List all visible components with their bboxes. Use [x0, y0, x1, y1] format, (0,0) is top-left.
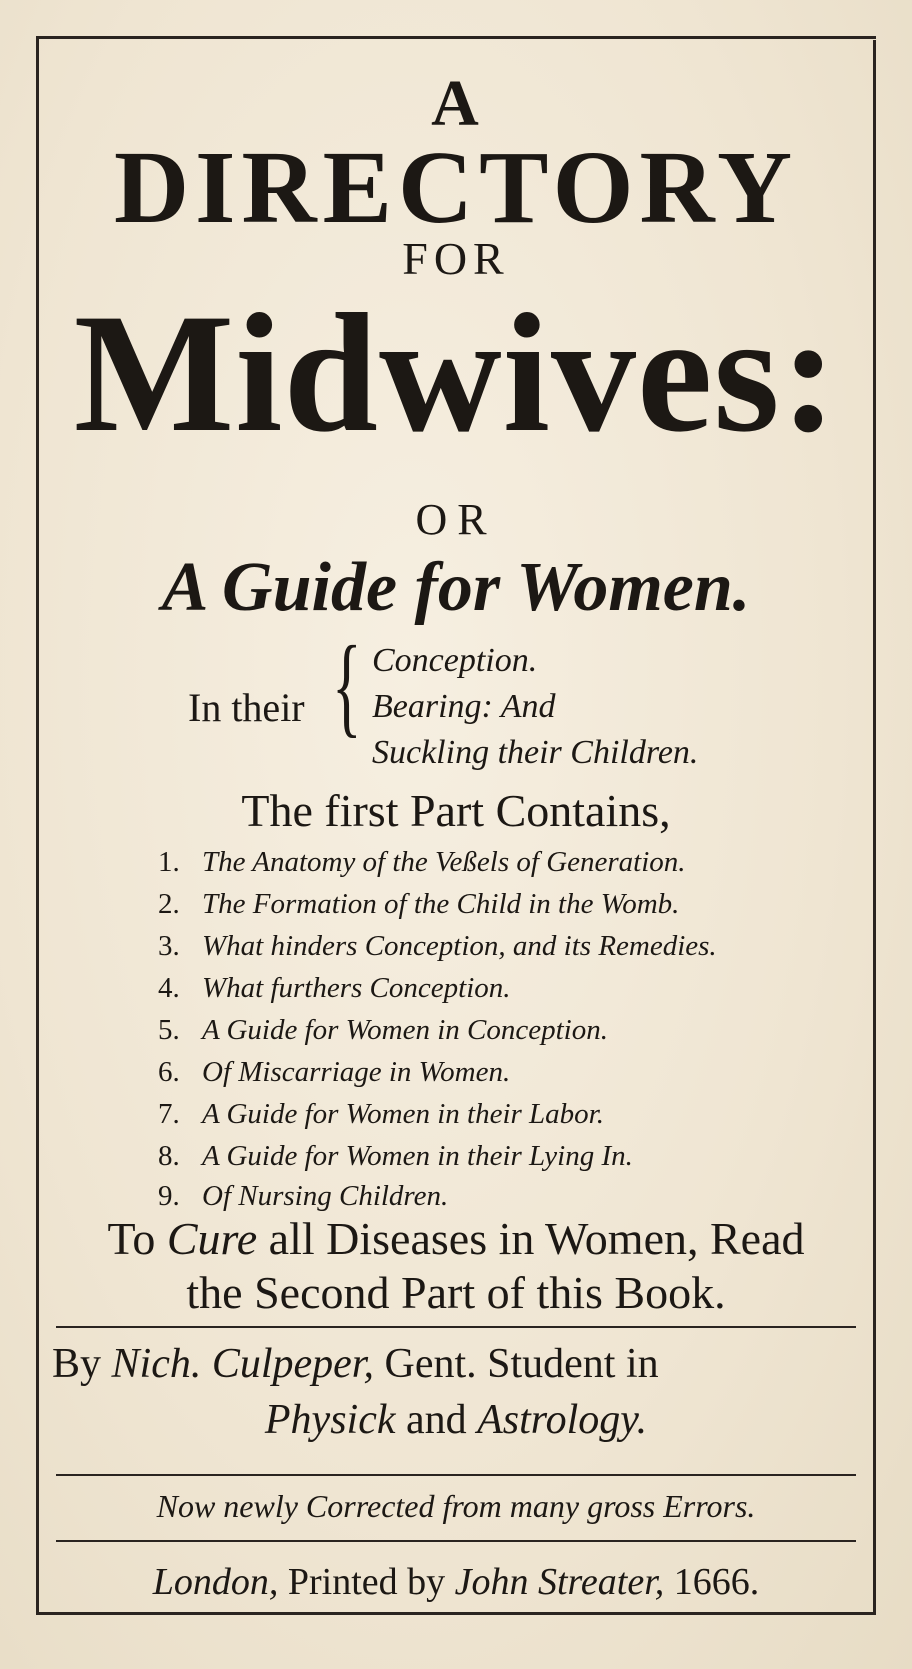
- contents-number: 1.: [158, 846, 180, 878]
- border-right: [873, 40, 876, 1615]
- imprint: [40, 1560, 872, 1604]
- author-name: Nich. Culpeper,: [111, 1341, 374, 1387]
- divider-rule: [56, 1540, 856, 1542]
- contents-item: [158, 846, 686, 879]
- second-part-line: the Second Part of this Book.: [186, 1267, 726, 1318]
- contents-item: [158, 1180, 448, 1213]
- field-and: and: [405, 1397, 467, 1443]
- contents-number: 4.: [158, 972, 180, 1004]
- imprint-printed: Printed by: [287, 1561, 446, 1603]
- contents-text: The Anatomy of the Veßels of Generation.: [202, 846, 686, 878]
- contents-number: 7.: [158, 1098, 180, 1130]
- subject-lead: In their: [188, 685, 305, 730]
- second-part-line: [40, 1212, 872, 1265]
- field-astrology: Astrology.: [477, 1397, 648, 1443]
- imprint-year: 1666.: [673, 1561, 760, 1603]
- author-line: [52, 1340, 860, 1388]
- title-or: OR: [415, 495, 497, 544]
- subject-item: Suckling their Children.: [372, 734, 699, 771]
- title-article: A: [431, 67, 481, 140]
- divider-rule: [56, 1326, 856, 1328]
- imprint-printer: John Streater,: [454, 1561, 665, 1603]
- border-top: [36, 36, 876, 39]
- author-fields: [40, 1396, 872, 1444]
- imprint-city: London,: [152, 1561, 279, 1603]
- contents-number: 2.: [158, 888, 180, 920]
- contents-text: What hinders Conception, and its Remedies.: [202, 930, 717, 962]
- contents-item: [158, 1014, 608, 1047]
- contents-text: A Guide for Women in their Labor.: [202, 1098, 604, 1130]
- contents-text: A Guide for Women in Conception.: [202, 1014, 608, 1046]
- cure-post: all Diseases in Women, Read: [268, 1213, 805, 1264]
- contents-item: [158, 1056, 510, 1089]
- border-left: [36, 38, 39, 1613]
- cure-word: Cure: [166, 1213, 258, 1264]
- subject-item: Conception.: [372, 642, 538, 679]
- contents-item: [158, 1140, 633, 1173]
- contents-text: Of Miscarriage in Women.: [202, 1056, 511, 1088]
- contents-item: [158, 930, 717, 963]
- contents-text: A Guide for Women in their Lying In.: [202, 1140, 633, 1172]
- contents-number: 9.: [158, 1180, 180, 1212]
- border-bottom: [36, 1612, 876, 1615]
- contents-item: [158, 1098, 604, 1131]
- subtitle-guide: A Guide for Women.: [161, 549, 751, 626]
- title-for: FOR: [402, 233, 510, 284]
- contents-text: The Formation of the Child in the Womb.: [202, 888, 680, 920]
- contents-text: What furthers Conception.: [202, 972, 511, 1004]
- contents-text: Of Nursing Children.: [202, 1180, 449, 1212]
- divider-rule: [56, 1474, 856, 1476]
- author-by: By: [52, 1341, 102, 1387]
- brace-icon: {: [332, 624, 362, 748]
- contents-number: 3.: [158, 930, 180, 962]
- contents-item: [158, 972, 511, 1005]
- contents-number: 8.: [158, 1140, 180, 1172]
- title-directory: DIRECTORY: [113, 130, 799, 245]
- title-midwives: Midwives:: [73, 279, 839, 467]
- contents-item: [158, 888, 679, 921]
- author-title: Gent. Student in: [384, 1341, 659, 1387]
- contents-number: 6.: [158, 1056, 180, 1088]
- subject-item: Bearing: And: [372, 688, 556, 725]
- cure-pre: To: [107, 1213, 156, 1264]
- field-physick: Physick: [264, 1397, 396, 1443]
- contents-number: 5.: [158, 1014, 180, 1046]
- first-part-heading: The first Part Contains,: [241, 785, 671, 836]
- correction-note: Now newly Corrected from many gross Errors.: [156, 1488, 756, 1524]
